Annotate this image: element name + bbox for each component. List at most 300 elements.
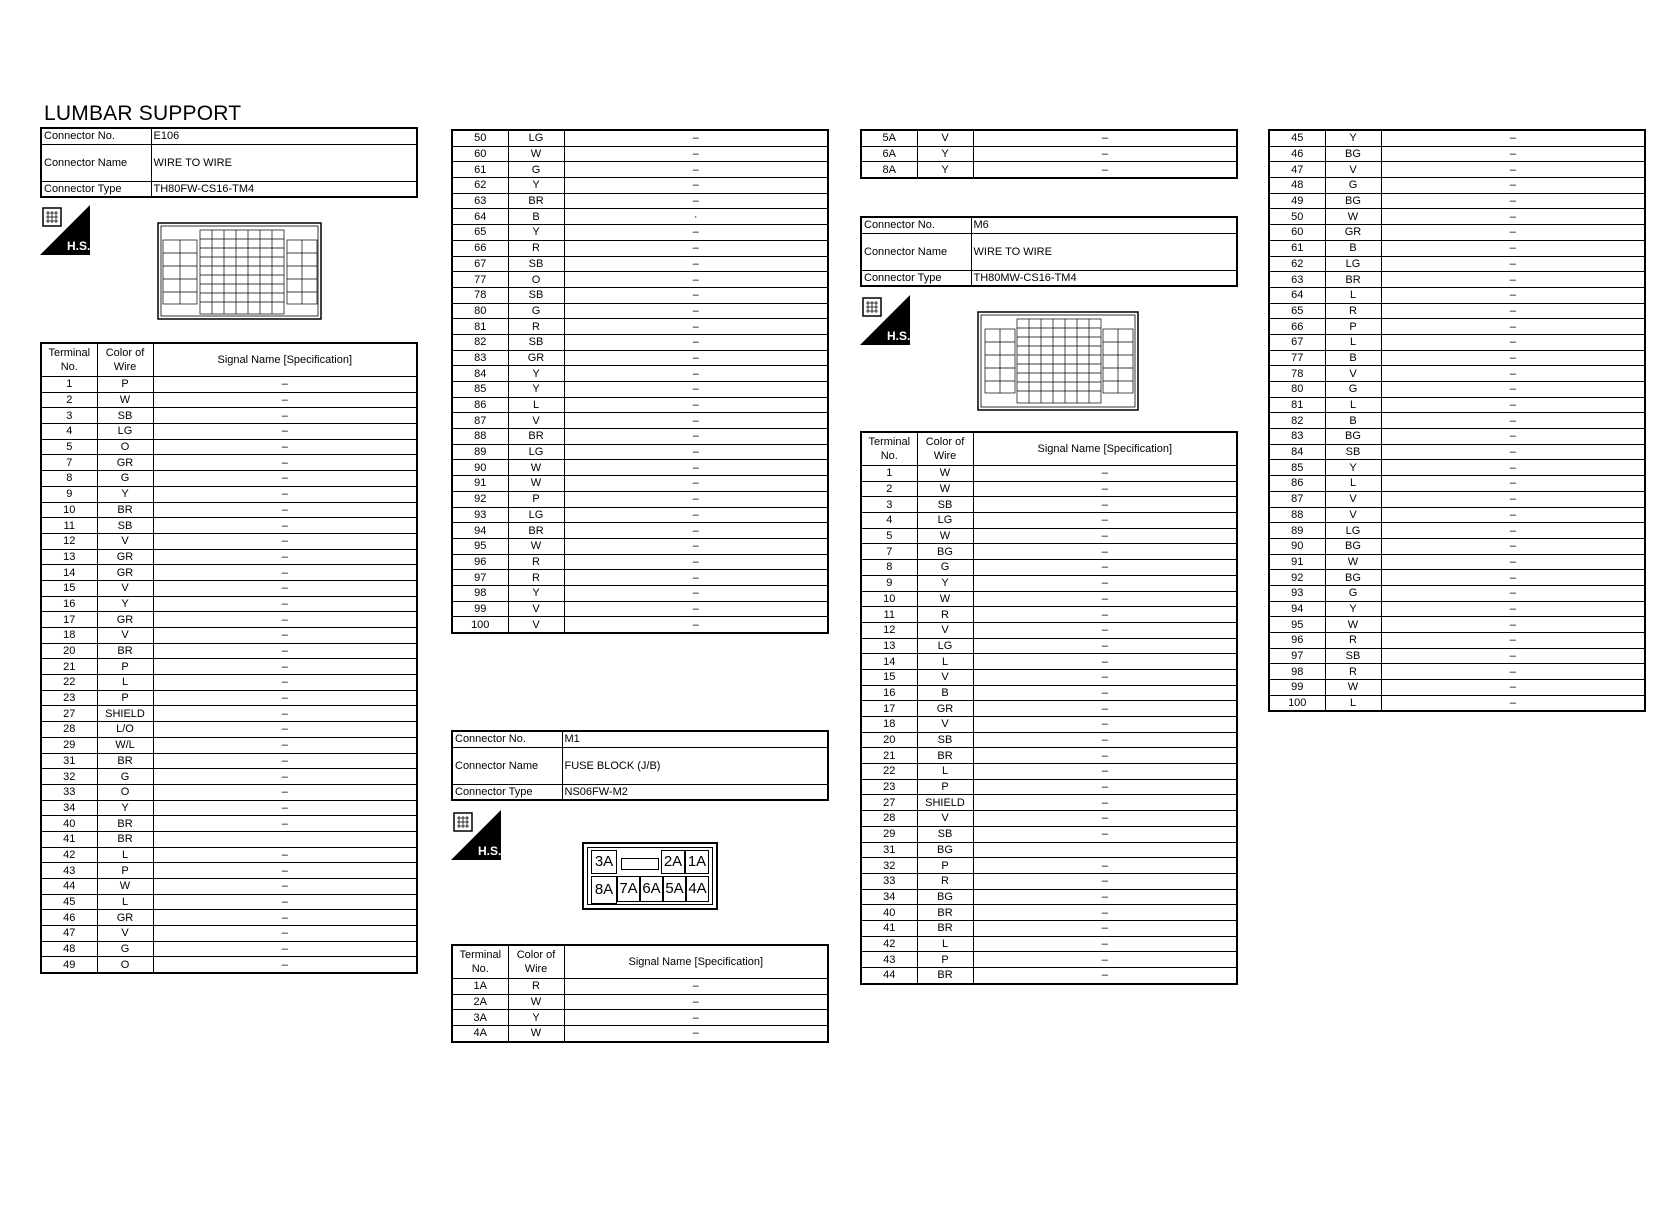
wire-color-cell: R xyxy=(508,240,564,256)
connector-no-value: M6 xyxy=(971,217,1237,233)
table-row xyxy=(861,685,1237,701)
terminal-cell: 12 xyxy=(861,622,917,638)
table-row xyxy=(452,491,828,507)
wire-color-cell: W xyxy=(917,481,973,497)
hs-icon xyxy=(860,295,910,345)
wire-color-cell: L xyxy=(97,675,153,691)
table-row xyxy=(452,130,828,146)
wire-color-cell: V xyxy=(1325,366,1381,382)
wire-color-cell: P xyxy=(508,491,564,507)
table-row xyxy=(1269,162,1645,178)
svg-text:H.S.: H.S. xyxy=(478,844,501,858)
signal-cell: – xyxy=(153,596,417,612)
table-row xyxy=(452,444,828,460)
cavity-4a: 4A xyxy=(686,876,709,902)
terminal-cell: 29 xyxy=(861,826,917,842)
connector-no-label: Connector No. xyxy=(41,128,151,144)
wire-color-cell: G xyxy=(508,303,564,319)
terminal-cell: 65 xyxy=(1269,303,1325,319)
wire-color-cell: V xyxy=(917,622,973,638)
wire-color-cell: GR xyxy=(917,701,973,717)
table-row xyxy=(41,471,417,487)
signal-cell: – xyxy=(973,669,1237,685)
signal-cell: – xyxy=(1381,162,1645,178)
terminal-cell: 9 xyxy=(861,575,917,591)
signal-cell: – xyxy=(153,769,417,785)
wire-color-cell: GR xyxy=(97,565,153,581)
terminal-cell: 91 xyxy=(452,476,508,492)
terminal-cell: 27 xyxy=(861,795,917,811)
wire-color-cell: B xyxy=(1325,240,1381,256)
table-row xyxy=(452,162,828,178)
table-row xyxy=(861,701,1237,717)
terminal-cell: 86 xyxy=(452,397,508,413)
connector-name-label: Connector Name xyxy=(452,747,562,784)
table-row xyxy=(452,554,828,570)
signal-cell: – xyxy=(564,366,828,382)
wire-color-cell: V xyxy=(97,580,153,596)
signal-cell: – xyxy=(153,486,417,502)
table-row xyxy=(1269,146,1645,162)
wire-color-cell: BR xyxy=(508,429,564,445)
terminal-cell: 10 xyxy=(41,502,97,518)
signal-cell: – xyxy=(564,429,828,445)
signal-cell: – xyxy=(564,994,828,1010)
pin-table-m1-cont xyxy=(860,129,1238,179)
table-row xyxy=(1269,319,1645,335)
signal-cell: – xyxy=(1381,240,1645,256)
wire-color-cell: W xyxy=(508,146,564,162)
terminal-cell: 16 xyxy=(861,685,917,701)
table-row xyxy=(452,256,828,272)
terminal-cell: 11 xyxy=(41,518,97,534)
terminal-cell: 22 xyxy=(861,764,917,780)
page-title: LUMBAR SUPPORT xyxy=(44,102,242,125)
wire-color-cell: W xyxy=(917,591,973,607)
terminal-cell: 60 xyxy=(452,146,508,162)
signal-cell: – xyxy=(973,654,1237,670)
wire-color-cell: P xyxy=(917,779,973,795)
table-row xyxy=(41,628,417,644)
signal-cell: – xyxy=(153,502,417,518)
signal-cell: – xyxy=(973,575,1237,591)
table-row xyxy=(861,162,1237,178)
wire-color-cell: BR xyxy=(508,523,564,539)
connector-no-value: M1 xyxy=(562,731,828,747)
signal-cell: – xyxy=(564,319,828,335)
wire-color-cell: L xyxy=(1325,334,1381,350)
signal-cell: – xyxy=(1381,225,1645,241)
connector-type-label: Connector Type xyxy=(452,784,562,800)
wire-color-cell: B xyxy=(1325,350,1381,366)
wire-color-cell: W xyxy=(508,460,564,476)
signal-cell: – xyxy=(564,240,828,256)
signal-cell: – xyxy=(1381,272,1645,288)
table-row xyxy=(41,910,417,926)
wire-color-cell: SB xyxy=(508,256,564,272)
table-row xyxy=(861,146,1237,162)
pin-table-m6-b xyxy=(1268,129,1646,712)
connector-face-m1 xyxy=(582,842,718,910)
table-row xyxy=(41,957,417,973)
table-row xyxy=(41,879,417,895)
connector-info-e106 xyxy=(40,127,418,198)
wire-color-cell: L xyxy=(1325,476,1381,492)
terminal-cell: 82 xyxy=(452,334,508,350)
terminal-cell: 45 xyxy=(41,894,97,910)
wire-color-cell: G xyxy=(97,471,153,487)
table-row xyxy=(1269,507,1645,523)
table-row xyxy=(41,941,417,957)
table-row xyxy=(41,439,417,455)
signal-cell: – xyxy=(564,601,828,617)
wire-color-cell: BR xyxy=(97,753,153,769)
wire-color-cell: BG xyxy=(1325,429,1381,445)
terminal-cell: 92 xyxy=(1269,570,1325,586)
table-row xyxy=(1269,476,1645,492)
terminal-cell: 10 xyxy=(861,591,917,607)
terminal-cell: 5 xyxy=(861,528,917,544)
signal-cell: – xyxy=(153,612,417,628)
signal-cell: – xyxy=(564,491,828,507)
table-row xyxy=(861,607,1237,623)
terminal-cell: 89 xyxy=(1269,523,1325,539)
wire-color-cell: Y xyxy=(508,225,564,241)
terminal-cell: 95 xyxy=(452,538,508,554)
terminal-cell: 78 xyxy=(1269,366,1325,382)
signal-cell: – xyxy=(973,638,1237,654)
wire-color-cell: BR xyxy=(97,502,153,518)
signal-cell: – xyxy=(153,941,417,957)
table-row xyxy=(452,366,828,382)
terminal-cell: 80 xyxy=(452,303,508,319)
table-row xyxy=(452,319,828,335)
connector-face-m6 xyxy=(977,311,1139,420)
table-row xyxy=(41,549,417,565)
wire-color-cell: Y xyxy=(508,178,564,194)
terminal-cell: 63 xyxy=(1269,272,1325,288)
table-row xyxy=(41,784,417,800)
wire-color-cell: LG xyxy=(508,444,564,460)
connector-info-m1 xyxy=(451,730,829,801)
signal-cell: – xyxy=(1381,554,1645,570)
wire-color-cell: BG xyxy=(1325,570,1381,586)
signal-cell: – xyxy=(153,392,417,408)
table-row xyxy=(1269,303,1645,319)
wire-color-cell: W/L xyxy=(97,737,153,753)
wire-color-cell: BG xyxy=(917,889,973,905)
terminal-cell: 84 xyxy=(452,366,508,382)
signal-cell: – xyxy=(1381,287,1645,303)
terminal-cell: 15 xyxy=(41,580,97,596)
wire-color-cell: V xyxy=(97,926,153,942)
terminal-cell: 84 xyxy=(1269,444,1325,460)
terminal-cell: 50 xyxy=(1269,209,1325,225)
table-row xyxy=(1269,523,1645,539)
terminal-cell: 67 xyxy=(1269,334,1325,350)
terminal-cell: 60 xyxy=(1269,225,1325,241)
terminal-cell: 94 xyxy=(1269,601,1325,617)
table-row xyxy=(1269,554,1645,570)
signal-cell: – xyxy=(973,936,1237,952)
table-row xyxy=(1269,617,1645,633)
table-row xyxy=(41,518,417,534)
signal-cell: – xyxy=(973,826,1237,842)
wire-color-cell: LG xyxy=(917,513,973,529)
terminal-cell: 96 xyxy=(452,554,508,570)
signal-cell: – xyxy=(153,549,417,565)
terminal-cell: 100 xyxy=(1269,695,1325,711)
terminal-cell: 62 xyxy=(1269,256,1325,272)
table-row xyxy=(861,795,1237,811)
connector-type-value: TH80FW-CS16-TM4 xyxy=(151,181,417,197)
table-row xyxy=(41,486,417,502)
signal-cell: – xyxy=(564,585,828,601)
signal-cell: – xyxy=(564,476,828,492)
wire-color-cell: O xyxy=(97,784,153,800)
wire-color-cell: Y xyxy=(508,1010,564,1026)
terminal-cell: 40 xyxy=(41,816,97,832)
wire-color-cell: G xyxy=(97,769,153,785)
table-row xyxy=(1269,664,1645,680)
wire-color-cell: G xyxy=(97,941,153,957)
table-row xyxy=(1269,334,1645,350)
wire-color-cell: W xyxy=(1325,680,1381,696)
wire-color-cell: V xyxy=(917,717,973,733)
table-row xyxy=(41,377,417,393)
terminal-cell: 1A xyxy=(452,979,508,995)
table-row xyxy=(41,424,417,440)
table-row xyxy=(452,601,828,617)
wire-color-cell: G xyxy=(1325,382,1381,398)
table-row xyxy=(1269,397,1645,413)
wire-color-cell: V xyxy=(508,617,564,633)
terminal-cell: 64 xyxy=(452,209,508,225)
terminal-cell: 13 xyxy=(41,549,97,565)
signal-cell: – xyxy=(1381,460,1645,476)
wire-color-cell: W xyxy=(97,392,153,408)
terminal-cell: 93 xyxy=(452,507,508,523)
signal-cell: – xyxy=(1381,193,1645,209)
wire-color-cell: SB xyxy=(917,497,973,513)
signal-cell: – xyxy=(1381,366,1645,382)
wire-color-cell: O xyxy=(97,957,153,973)
terminal-cell: 3A xyxy=(452,1010,508,1026)
cavity-2a: 2A xyxy=(661,850,685,874)
wire-color-cell: SB xyxy=(917,826,973,842)
signal-cell: – xyxy=(153,518,417,534)
wire-color-cell: R xyxy=(917,873,973,889)
wire-color-cell: L xyxy=(1325,397,1381,413)
table-row xyxy=(861,842,1237,858)
terminal-cell: 46 xyxy=(41,910,97,926)
wire-color-cell: R xyxy=(508,979,564,995)
wire-color-cell: V xyxy=(1325,491,1381,507)
table-row xyxy=(41,675,417,691)
wire-color-cell: P xyxy=(97,690,153,706)
column-m6 xyxy=(860,216,1238,287)
wire-color-cell: V xyxy=(97,628,153,644)
cavity-5a: 5A xyxy=(663,876,686,902)
table-row xyxy=(861,497,1237,513)
wire-color-cell: Y xyxy=(1325,130,1381,146)
terminal-cell: 21 xyxy=(861,748,917,764)
wire-color-cell: Y xyxy=(97,800,153,816)
terminal-cell: 1 xyxy=(41,377,97,393)
table-row xyxy=(861,889,1237,905)
wire-color-cell: GR xyxy=(97,455,153,471)
table-row xyxy=(861,748,1237,764)
signal-cell: – xyxy=(564,130,828,146)
signal-cell: – xyxy=(1381,648,1645,664)
wire-color-cell: G xyxy=(508,162,564,178)
signal-cell: – xyxy=(1381,146,1645,162)
connector-name-label: Connector Name xyxy=(861,233,971,270)
wire-color-cell: W xyxy=(508,1026,564,1042)
column-m6-pins-b xyxy=(1268,129,1646,712)
connector-info-m6 xyxy=(860,216,1238,287)
signal-cell: – xyxy=(153,533,417,549)
wire-color-cell: SB xyxy=(97,518,153,534)
terminal-cell: 13 xyxy=(861,638,917,654)
wire-color-cell: GR xyxy=(97,910,153,926)
wire-color-cell: SHIELD xyxy=(917,795,973,811)
pin-table-m1 xyxy=(451,944,829,1043)
terminal-cell: 11 xyxy=(861,607,917,623)
wire-color-cell: SHIELD xyxy=(97,706,153,722)
signal-cell: – xyxy=(1381,178,1645,194)
wire-color-cell: B xyxy=(1325,413,1381,429)
terminal-cell: 100 xyxy=(452,617,508,633)
cavity-8a: 8A xyxy=(591,876,617,904)
signal-cell: – xyxy=(153,377,417,393)
terminal-cell: 86 xyxy=(1269,476,1325,492)
wire-color-cell: R xyxy=(508,319,564,335)
table-row xyxy=(452,287,828,303)
terminal-cell: 29 xyxy=(41,737,97,753)
table-row xyxy=(861,811,1237,827)
wire-color-cell: BR xyxy=(97,643,153,659)
table-row xyxy=(41,596,417,612)
wire-color-cell: LG xyxy=(508,130,564,146)
terminal-cell: 81 xyxy=(452,319,508,335)
svg-text:H.S.: H.S. xyxy=(67,239,90,253)
signal-cell: – xyxy=(973,748,1237,764)
wire-color-cell: R xyxy=(1325,664,1381,680)
wire-color-cell: SB xyxy=(1325,648,1381,664)
signal-cell xyxy=(153,831,417,847)
table-row xyxy=(861,513,1237,529)
signal-cell: – xyxy=(973,873,1237,889)
table-row xyxy=(452,1010,828,1026)
signal-cell: – xyxy=(973,795,1237,811)
table-row xyxy=(1269,538,1645,554)
wire-color-cell: L xyxy=(1325,695,1381,711)
column-e106-pins-a xyxy=(40,342,418,974)
signal-cell: – xyxy=(1381,397,1645,413)
terminal-cell: 31 xyxy=(41,753,97,769)
signal-cell: – xyxy=(564,287,828,303)
wire-color-cell: LG xyxy=(917,638,973,654)
terminal-cell: 98 xyxy=(1269,664,1325,680)
wire-color-cell: L xyxy=(508,397,564,413)
wire-color-cell: P xyxy=(1325,319,1381,335)
table-row xyxy=(41,392,417,408)
signal-cell: – xyxy=(1381,507,1645,523)
terminal-cell: 8 xyxy=(41,471,97,487)
wire-color-cell: BR xyxy=(917,748,973,764)
wire-color-cell: G xyxy=(917,560,973,576)
table-row xyxy=(41,659,417,675)
table-row xyxy=(861,873,1237,889)
terminal-cell: 49 xyxy=(1269,193,1325,209)
signal-cell: – xyxy=(1381,570,1645,586)
signal-cell: – xyxy=(564,382,828,398)
terminal-cell: 28 xyxy=(41,722,97,738)
table-row xyxy=(861,732,1237,748)
wire-color-cell: Y xyxy=(508,585,564,601)
table-row xyxy=(861,575,1237,591)
wire-color-cell: W xyxy=(917,466,973,482)
wire-color-cell: BR xyxy=(917,920,973,936)
table-row xyxy=(1269,382,1645,398)
table-row xyxy=(452,397,828,413)
wire-color-cell: W xyxy=(1325,617,1381,633)
table-row xyxy=(1269,633,1645,649)
signal-cell: – xyxy=(973,591,1237,607)
table-row xyxy=(861,826,1237,842)
terminal-cell: 8 xyxy=(861,560,917,576)
wire-color-cell: W xyxy=(1325,554,1381,570)
terminal-cell: 48 xyxy=(1269,178,1325,194)
wire-color-cell: O xyxy=(97,439,153,455)
wire-color-cell: Y xyxy=(1325,601,1381,617)
signal-cell: – xyxy=(973,905,1237,921)
pin-table-e106-b xyxy=(451,129,829,634)
signal-cell: – xyxy=(564,1010,828,1026)
terminal-cell: 14 xyxy=(41,565,97,581)
table-row xyxy=(861,920,1237,936)
signal-cell: – xyxy=(564,162,828,178)
terminal-cell: 41 xyxy=(41,831,97,847)
connector-name-label: Connector Name xyxy=(41,144,151,181)
wire-color-cell: SB xyxy=(917,732,973,748)
terminal-cell: 8A xyxy=(861,162,917,178)
terminal-cell: 17 xyxy=(41,612,97,628)
column-m1-pins xyxy=(451,944,829,1043)
connector-no-label: Connector No. xyxy=(452,731,562,747)
signal-cell: – xyxy=(1381,491,1645,507)
pin-table-m6-a xyxy=(860,431,1238,985)
table-row xyxy=(452,994,828,1010)
signal-cell: – xyxy=(973,146,1237,162)
wire-color-cell: SB xyxy=(508,334,564,350)
table-row xyxy=(41,831,417,847)
terminal-cell: 89 xyxy=(452,444,508,460)
wire-color-cell: BG xyxy=(917,842,973,858)
signal-cell: – xyxy=(153,737,417,753)
terminal-cell: 66 xyxy=(1269,319,1325,335)
terminal-cell: 97 xyxy=(452,570,508,586)
table-row xyxy=(41,580,417,596)
table-row xyxy=(861,622,1237,638)
terminal-cell: 34 xyxy=(41,800,97,816)
signal-cell: – xyxy=(973,130,1237,146)
wire-color-cell: V xyxy=(508,413,564,429)
signal-cell: – xyxy=(1381,695,1645,711)
signal-cell: – xyxy=(153,894,417,910)
signal-cell: – xyxy=(1381,429,1645,445)
